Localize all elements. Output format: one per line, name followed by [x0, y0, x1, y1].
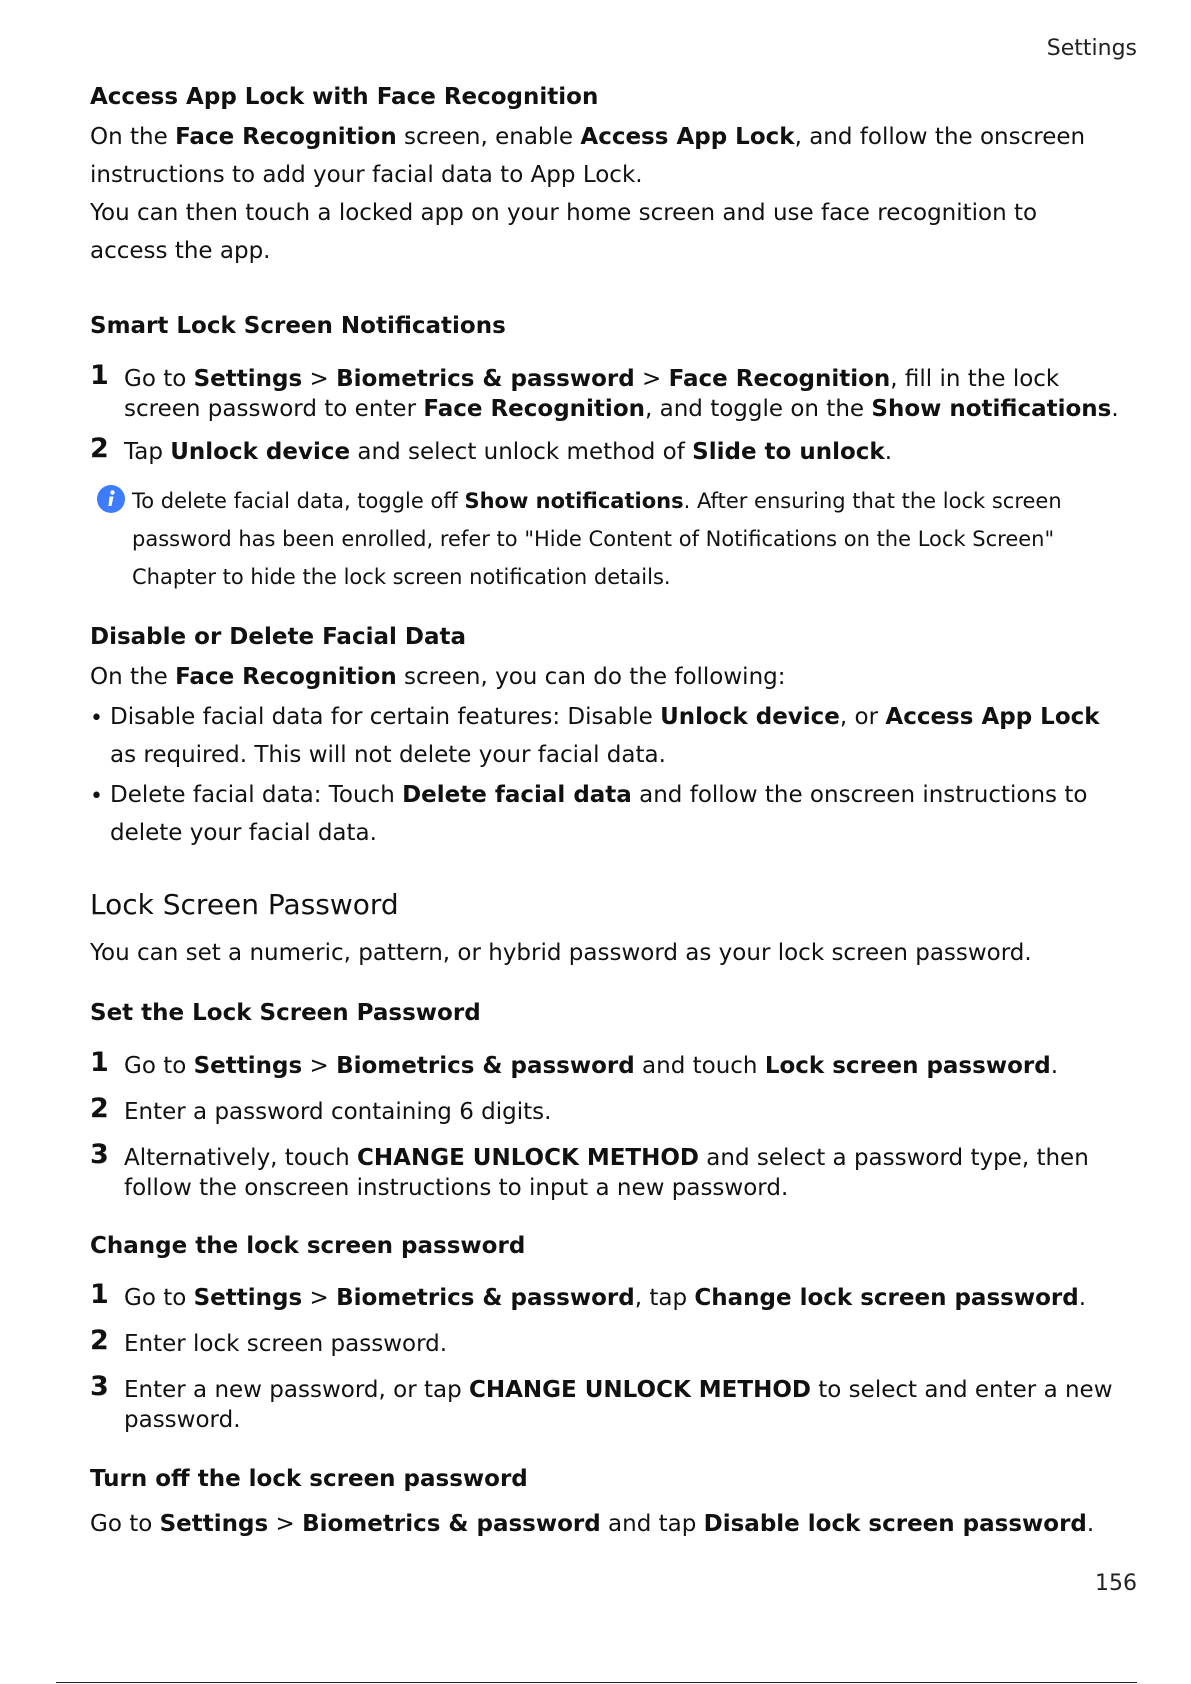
step-text [124, 1051, 1130, 1081]
step-number: 2 [90, 433, 109, 464]
bullet-text [110, 776, 1130, 852]
text-run: . [1111, 396, 1119, 422]
emphasis: Face Recognition [175, 124, 397, 150]
step-text [124, 437, 1130, 467]
text-run: Enter lock screen password. [124, 1331, 448, 1357]
step-text [124, 1283, 1130, 1313]
paragraph-access-app-lock-1 [90, 118, 1120, 194]
text-run: Enter a password containing 6 digits. [124, 1099, 552, 1125]
bullet-disable-facial-data [90, 698, 1130, 774]
emphasis: Access App Lock [885, 704, 1100, 730]
text-run: Tap [124, 439, 171, 465]
paragraph-lock-screen-password: You can set a numeric, pattern, or hybrid password as your lock screen password. [90, 940, 1032, 966]
text-run: , or [839, 704, 886, 730]
text-run: , and toggle on the [645, 396, 872, 422]
text-run: and select unlock method of [350, 439, 693, 465]
text-run: and tap [600, 1511, 704, 1537]
step-3-set-password [90, 1139, 1130, 1203]
emphasis: Show notifications [464, 489, 684, 513]
step-3-change-password [90, 1371, 1130, 1435]
step-2-smart-lock [90, 433, 1130, 467]
text-run: screen, enable [396, 124, 581, 150]
emphasis: Lock screen password [764, 1053, 1051, 1079]
emphasis: Face Recognition [668, 366, 891, 392]
text-run: and follow the onscreen instructions to delete your facial data. [110, 782, 1088, 846]
paragraph-access-app-lock-2: You can then touch a locked app on your home screen and use face recognition to access the app. [90, 200, 1038, 264]
step-text [124, 1329, 1130, 1359]
paragraph-disable-intro [90, 658, 1120, 696]
heading-access-app-lock: Access App Lock with Face Recognition [90, 84, 599, 110]
bullet-text [110, 698, 1130, 774]
text-run: To delete facial data, toggle off [132, 489, 465, 513]
emphasis: Disable lock screen password [703, 1511, 1087, 1537]
step-number: 1 [90, 1047, 109, 1078]
text-run: , tap [634, 1285, 695, 1311]
emphasis: Unlock device [660, 704, 840, 730]
text-run: , and follow the onscreen instructions to add your facial data to App Lock. [90, 124, 1086, 188]
text-run: Go to [90, 1511, 160, 1537]
info-note [90, 482, 1130, 596]
info-icon [96, 484, 126, 514]
heading-smart-lock-notifications: Smart Lock Screen Notifications [90, 313, 506, 339]
bullet-marker: • [90, 706, 103, 731]
note-text [132, 482, 1130, 596]
emphasis: CHANGE UNLOCK METHOD [357, 1145, 699, 1171]
text-run: Go to [124, 366, 194, 392]
bullet-marker: • [90, 784, 103, 809]
step-number: 1 [90, 1279, 109, 1310]
text-run: , fill in the lock screen password to enter [124, 366, 1060, 422]
emphasis: Biometrics & password [336, 366, 635, 392]
text-run: > [268, 1511, 303, 1537]
text-run: as required. This will not delete your facial data. [110, 742, 666, 768]
step-1-change-password [90, 1279, 1130, 1313]
emphasis: Settings [193, 366, 303, 392]
emphasis: Access App Lock [580, 124, 795, 150]
text-run: . [1050, 1053, 1058, 1079]
step-1-smart-lock [90, 360, 1130, 424]
text-run: Go to [124, 1053, 194, 1079]
emphasis: CHANGE UNLOCK METHOD [468, 1377, 811, 1403]
emphasis: Biometrics & password [336, 1285, 635, 1311]
step-1-set-password [90, 1047, 1130, 1081]
step-text [124, 364, 1130, 424]
text-run: . [1086, 1511, 1095, 1537]
text-run: Go to [124, 1285, 194, 1311]
step-number: 2 [90, 1325, 109, 1356]
emphasis: Unlock device [170, 439, 351, 465]
step-number: 3 [90, 1139, 109, 1170]
text-run: On the [90, 664, 176, 690]
text-run: > [302, 1285, 337, 1311]
emphasis: Show notifications [871, 396, 1112, 422]
text-run: Alternatively, touch [124, 1145, 358, 1171]
step-number: 1 [90, 360, 109, 391]
step-2-set-password [90, 1093, 1130, 1127]
text-run: screen, you can do the following: [396, 664, 786, 690]
emphasis: Settings [159, 1511, 269, 1537]
emphasis: Change lock screen password [694, 1285, 1079, 1311]
step-text [124, 1143, 1130, 1203]
heading-set-lock-screen-password: Set the Lock Screen Password [90, 1000, 481, 1026]
running-header: Settings [1046, 36, 1137, 61]
text-run: Delete facial data: Touch [110, 782, 403, 808]
text-run: On the [90, 124, 176, 150]
text-run: Enter a new password, or tap [124, 1377, 469, 1403]
emphasis: Biometrics & password [302, 1511, 601, 1537]
step-text [124, 1375, 1130, 1435]
emphasis: Settings [193, 1053, 303, 1079]
text-run: . After ensuring that the lock screen password has been enrolled, refer to "Hide Content of Notifications on the Lock Screen" Chapter to hide the lock screen notification details. [132, 489, 1062, 589]
text-run: > [302, 1053, 337, 1079]
heading-lock-screen-password: Lock Screen Password [90, 888, 399, 921]
heading-change-lock-screen-password: Change the lock screen password [90, 1233, 526, 1259]
step-text [124, 1097, 1130, 1127]
emphasis: Biometrics & password [336, 1053, 635, 1079]
text-run: to select and enter a new password. [124, 1377, 1113, 1433]
emphasis: Delete facial data [402, 782, 632, 808]
paragraph-turn-off-password [90, 1505, 1120, 1543]
page-number: 156 [1095, 1571, 1137, 1596]
emphasis: Slide to unlock [692, 439, 885, 465]
bullet-delete-facial-data [90, 776, 1130, 852]
emphasis: Face Recognition [175, 664, 397, 690]
text-run: and touch [634, 1053, 765, 1079]
step-number: 3 [90, 1371, 109, 1402]
footer-divider [56, 1682, 1137, 1683]
step-number: 2 [90, 1093, 109, 1124]
step-2-change-password [90, 1325, 1130, 1359]
text-run: > [302, 366, 337, 392]
text-run: > [634, 366, 669, 392]
text-run: and select a password type, then follow the onscreen instructions to input a new password. [124, 1145, 1089, 1201]
emphasis: Settings [193, 1285, 303, 1311]
text-run: . [884, 439, 893, 465]
text-run: Disable facial data for certain features: Disable [110, 704, 661, 730]
heading-disable-delete-facial-data: Disable or Delete Facial Data [90, 624, 467, 650]
text-run: . [1078, 1285, 1086, 1311]
heading-turn-off-lock-screen-password: Turn off the lock screen password [90, 1466, 528, 1492]
emphasis: Face Recognition [423, 396, 645, 422]
